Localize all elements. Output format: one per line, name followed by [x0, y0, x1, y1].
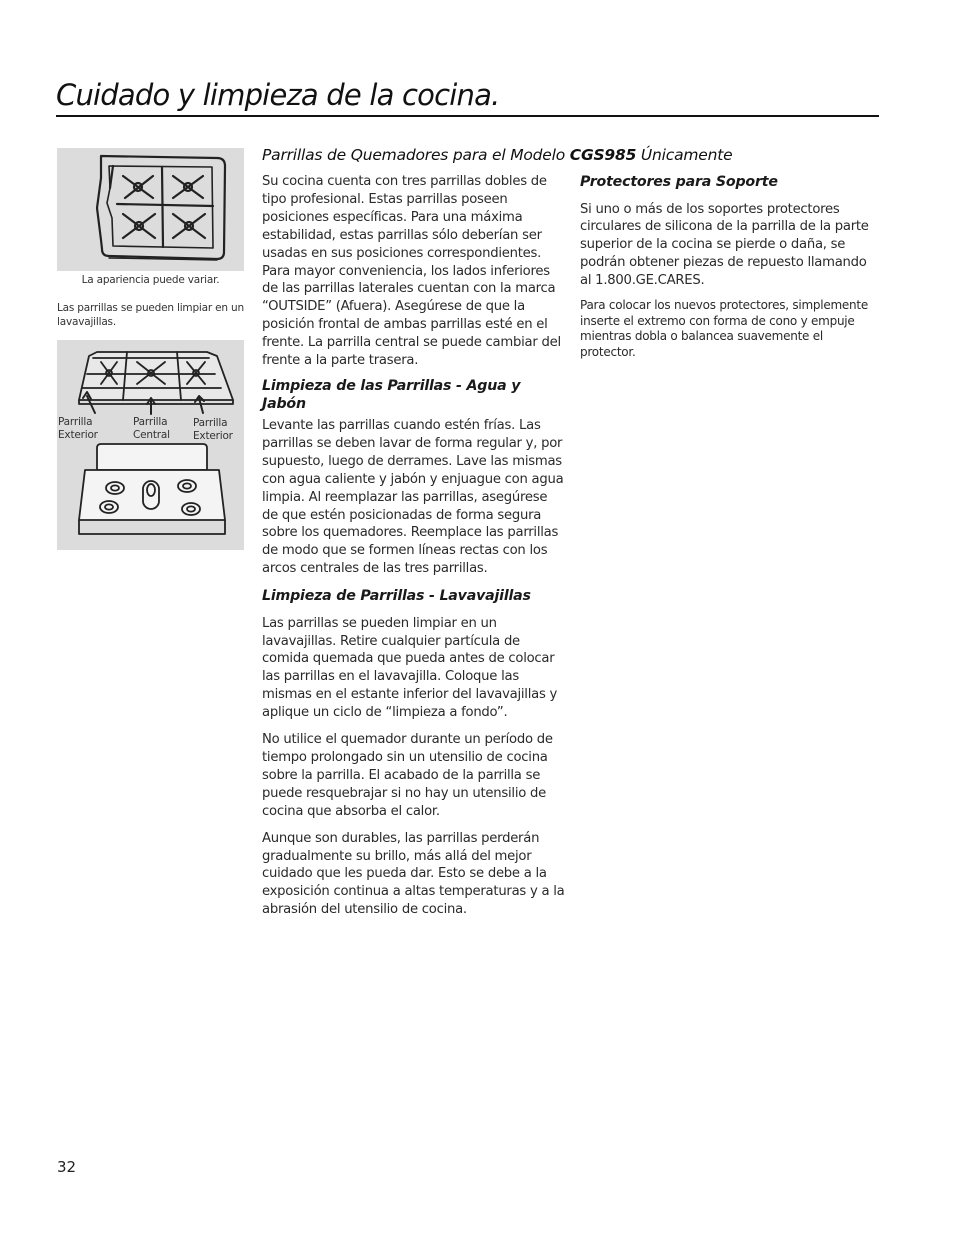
grate-drawing	[57, 148, 244, 271]
dishwasher-cleaning-heading: Limpieza de Parrillas - Lavavajillas	[262, 588, 531, 605]
intro-paragraph: Su cocina cuenta con tres parrillas dobles de tipo profesional. Estas parrillas poseen posiciones específicas. Para una máxima estabilidad, estas parrillas sólo deberían ser usadas en sus posiciones correspondientes. Para mayor conveniencia, los lados inferiores de las parrillas laterales cuentan con la marca “OUTSIDE” (Afuera). Asegúrese de que la posición frontal de ambas parrillas esté en el frente. La parrilla central se puede cambiar del frente a la parte trasera.	[262, 174, 561, 369]
cooktop-drawing	[57, 340, 244, 550]
protectors-note: Para colocar los nuevos protectores, simplemente inserte el extremo con forma de cono y empuje mientras dobla o balancea suavemente el protector.	[580, 298, 868, 359]
model-number: CGS985	[569, 146, 637, 164]
cooktop-grates-illustration	[57, 340, 244, 550]
section-heading: Parrillas de Quemadores para el Modelo CGS985 Únicamente	[262, 146, 733, 164]
dishwasher-paragraph-2: No utilice el quemador durante un período de tiempo prolongado sin un utensilio de cocina sobre la parrilla. El acabado de la parrilla se puede resquebrajar si no hay un utensilio de cocina que absorba el calor.	[262, 732, 553, 819]
label-center-grate: Parrilla Central	[133, 416, 170, 441]
side-column	[580, 173, 880, 360]
page-number: 32	[57, 1158, 77, 1176]
label-outer-grate-right: Parrilla Exterior	[193, 417, 233, 442]
dishwasher-caption: Las parrillas se pueden limpiar en un lavavajillas.	[57, 302, 244, 328]
appearance-caption: La apariencia puede variar.	[81, 274, 220, 286]
dishwasher-paragraph-3: Aunque son durables, las parrillas perderán gradualmente su brillo, más allá del mejor cuidado que les pueda dar. Esto se debe a la exposición continua a altas temperaturas y a la abrasión del utensilio de cocina.	[262, 830, 565, 918]
dishwasher-paragraph-1: Las parrillas se pueden limpiar en un lavavajillas. Retire cualquier partícula de comida quemada que pueda antes de colocar las parrillas en el lavavajilla. Coloque las mismas en el estante inferior del lavavajillas y aplique un ciclo de “limpieza a fondo”.	[262, 615, 558, 721]
single-grate-illustration	[57, 148, 244, 271]
soap-cleaning-heading: Limpieza de las Parrillas - Agua y Jabón	[262, 377, 521, 413]
page-title: Cuidado y limpieza de la cocina.	[56, 78, 500, 112]
protectors-heading: Protectores para Soporte	[580, 174, 778, 190]
main-column	[262, 173, 567, 919]
title-rule	[56, 115, 879, 117]
protectors-paragraph: Si uno o más de los soportes protectores circulares de silicona de la parrilla de la parte superior de la cocina se pierde o daña, se podrán obtener piezas de repuesto llamando al 1.800.GE.CARES.	[580, 201, 869, 289]
soap-cleaning-paragraph: Levante las parrillas cuando estén frías. Las parrillas se deben lavar de forma regular y, por supuesto, luego de derrames. Lave las mismas con agua caliente y jabón y enjuague con agua limpia. Al reemplazar las parrillas, asegúrese de que estén posicionadas de forma segura sobre los quemadores. Reemplace las parrillas de modo que se formen líneas rectas con los arcos centrales de las tres parrillas.	[262, 417, 564, 577]
label-outer-grate-left: Parrilla Exterior	[58, 416, 98, 441]
